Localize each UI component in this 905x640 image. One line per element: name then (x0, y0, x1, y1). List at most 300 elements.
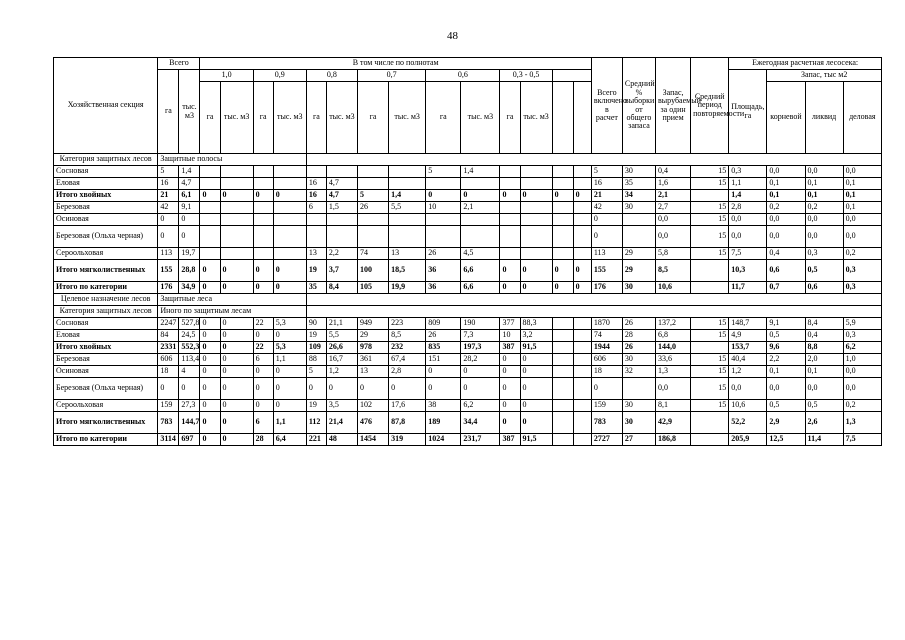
table-cell: 15 (691, 248, 729, 260)
table-row (54, 434, 882, 446)
table-cell: 190 (461, 318, 500, 330)
header-density-0-7: 0,7 (357, 70, 425, 82)
table-cell (520, 214, 552, 226)
table-cell: 0 (273, 366, 306, 378)
header-m3: тыс. м3 (326, 82, 357, 154)
table-cell: 0 (253, 260, 273, 282)
table-cell: 0 (158, 214, 179, 226)
table-cell: 36 (426, 260, 461, 282)
table-cell: 0 (306, 378, 326, 400)
row-name: Итого мягколиственных (54, 412, 158, 434)
table-body (54, 154, 882, 446)
table-cell (273, 202, 306, 214)
table-cell: 5,8 (656, 248, 691, 260)
table-cell: 2247 (158, 318, 179, 330)
table-cell: 0 (220, 378, 253, 400)
table-cell (552, 412, 573, 434)
table-cell: 2,8 (389, 366, 426, 378)
table-cell: 30 (622, 282, 655, 294)
table-cell (573, 400, 591, 412)
table-cell (573, 214, 591, 226)
table-cell (461, 214, 500, 226)
header-density-0-6: 0,6 (426, 70, 500, 82)
table-cell: 3,2 (520, 330, 552, 342)
table-cell: 24,5 (179, 330, 200, 342)
table-cell (520, 248, 552, 260)
table-cell (573, 166, 591, 178)
table-row (54, 226, 882, 248)
table-cell: 15 (691, 166, 729, 178)
table-cell: 13 (306, 248, 326, 260)
table-cell: 0,1 (805, 190, 843, 202)
table-cell: 15 (691, 178, 729, 190)
table-cell (389, 214, 426, 226)
table-row (54, 202, 882, 214)
table-cell: 0 (552, 282, 573, 294)
table-cell: 0,0 (767, 214, 805, 226)
table-cell (220, 166, 253, 178)
table-cell: 19 (306, 260, 326, 282)
table-cell: 5,3 (273, 318, 306, 330)
table-cell: 2331 (158, 342, 179, 354)
table-row (54, 366, 882, 378)
table-cell (200, 202, 220, 214)
table-cell: 0 (220, 400, 253, 412)
table-cell: 189 (426, 412, 461, 434)
table-cell (552, 342, 573, 354)
table-cell: 0 (200, 378, 220, 400)
header-stock-th: Запас, тыс м2 (767, 70, 882, 82)
table-cell (552, 366, 573, 378)
table-cell (573, 318, 591, 330)
section-label-row (54, 294, 882, 306)
table-cell: 113,4 (179, 354, 200, 366)
table-row (54, 330, 882, 342)
table-cell (200, 214, 220, 226)
table-cell: 1,1 (273, 412, 306, 434)
table-cell: 0,1 (767, 366, 805, 378)
header-business: деловая (843, 82, 881, 154)
table-cell: 0 (273, 282, 306, 294)
table-cell: 7,5 (729, 248, 767, 260)
table-cell: 0,0 (843, 166, 881, 178)
table-cell: 19 (306, 400, 326, 412)
row-name: Еловая (54, 178, 158, 190)
table-cell (500, 214, 520, 226)
table-cell: 783 (158, 412, 179, 434)
table-cell (220, 248, 253, 260)
table-cell (573, 330, 591, 342)
table-cell: 6,8 (656, 330, 691, 342)
table-cell: 2,0 (805, 354, 843, 366)
table-cell: 21 (591, 190, 622, 202)
table-cell: 783 (591, 412, 622, 434)
table-cell (306, 226, 326, 248)
table-cell (426, 178, 461, 190)
table-cell: 33,6 (656, 354, 691, 366)
table-cell (520, 226, 552, 248)
table-cell: 0 (200, 282, 220, 294)
table-cell: 0 (179, 214, 200, 226)
table-cell: 0 (500, 260, 520, 282)
table-cell: 19,9 (389, 282, 426, 294)
table-cell: 10,6 (729, 400, 767, 412)
table-cell: 176 (591, 282, 622, 294)
row-name: Сосновая (54, 166, 158, 178)
header-m3: тыс. м3 (220, 82, 253, 154)
table-cell: 0,2 (843, 400, 881, 412)
table-cell: 15 (691, 214, 729, 226)
table-cell: 0 (273, 330, 306, 342)
table-cell: 0 (220, 434, 253, 446)
table-cell (200, 226, 220, 248)
table-cell: 1,4 (179, 166, 200, 178)
row-name: Итого хвойных (54, 342, 158, 354)
table-cell (500, 248, 520, 260)
section-value: Иного по защитным лесам (158, 306, 306, 318)
header-blank (552, 82, 573, 154)
table-cell: 1,4 (461, 166, 500, 178)
table-cell (691, 434, 729, 446)
table-cell: 48 (326, 434, 357, 446)
table-cell: 0 (200, 330, 220, 342)
table-cell (552, 214, 573, 226)
table-cell: 6,6 (461, 282, 500, 294)
table-cell: 0 (520, 190, 552, 202)
table-cell: 0 (179, 226, 200, 248)
table-cell (220, 226, 253, 248)
table-row (54, 260, 882, 282)
table-cell: 42 (158, 202, 179, 214)
table-cell: 19 (306, 330, 326, 342)
table-cell: 0 (500, 366, 520, 378)
table-cell: 8,1 (656, 400, 691, 412)
table-cell: 34,9 (179, 282, 200, 294)
header-avg-period: Средний период повторяемости (691, 58, 729, 154)
table-cell: 26 (622, 342, 655, 354)
table-cell (500, 178, 520, 190)
table-cell (573, 248, 591, 260)
table-cell (500, 226, 520, 248)
table-cell: 5 (426, 166, 461, 178)
table-cell: 0 (158, 226, 179, 248)
table-cell: 100 (357, 260, 388, 282)
table-cell (552, 202, 573, 214)
table-cell: 1,3 (843, 412, 881, 434)
table-cell: 30 (622, 202, 655, 214)
table-cell: 0 (273, 400, 306, 412)
table-cell (552, 166, 573, 178)
table-cell: 8,8 (805, 342, 843, 354)
table-cell: 0,5 (805, 260, 843, 282)
table-cell: 1,6 (656, 178, 691, 190)
header-blank (573, 82, 591, 154)
table-cell: 21,4 (326, 412, 357, 434)
table-cell: 0,0 (843, 214, 881, 226)
table-cell: 0,0 (805, 214, 843, 226)
table-cell: 0 (500, 190, 520, 202)
table-cell: 0 (591, 226, 622, 248)
table-cell: 2727 (591, 434, 622, 446)
table-cell: 10,6 (656, 282, 691, 294)
row-name: Березовая (54, 354, 158, 366)
header-m3: тыс. м3 (461, 82, 500, 154)
table-cell: 0,0 (767, 166, 805, 178)
table-cell (691, 412, 729, 434)
table-cell: 0,0 (843, 366, 881, 378)
table-cell: 0 (520, 412, 552, 434)
table-cell: 809 (426, 318, 461, 330)
table-cell: 0,2 (843, 248, 881, 260)
table-row (54, 178, 882, 190)
table-row (54, 318, 882, 330)
table-cell: 0 (200, 190, 220, 202)
table-cell: 1,4 (729, 190, 767, 202)
table-cell: 151 (426, 354, 461, 366)
table-cell: 21 (158, 190, 179, 202)
table-cell: 1870 (591, 318, 622, 330)
table-cell: 109 (306, 342, 326, 354)
header-liquid: ликвид (805, 82, 843, 154)
table-cell: 552,3 (179, 342, 200, 354)
table-row (54, 400, 882, 412)
table-cell (573, 226, 591, 248)
table-cell (461, 178, 500, 190)
table-cell: 32 (622, 366, 655, 378)
table-cell: 0,7 (767, 282, 805, 294)
table-cell: 0 (220, 190, 253, 202)
table-cell (622, 226, 655, 248)
section-label: Категория защитных лесов (54, 154, 158, 166)
table-cell: 223 (389, 318, 426, 330)
table-cell: 0 (253, 400, 273, 412)
table-cell: 0,3 (843, 330, 881, 342)
table-cell: 0,1 (805, 178, 843, 190)
table-cell: 16 (306, 178, 326, 190)
table-cell: 0,6 (805, 282, 843, 294)
table-cell: 0,0 (767, 378, 805, 400)
table-cell: 0,4 (656, 166, 691, 178)
table-cell: 6,1 (179, 190, 200, 202)
table-cell: 3,7 (326, 260, 357, 282)
table-cell (552, 400, 573, 412)
table-cell: 0,5 (767, 330, 805, 342)
table-cell: 0,0 (729, 226, 767, 248)
section-blank (306, 294, 881, 306)
table-cell: 0 (273, 260, 306, 282)
table-row (54, 248, 882, 260)
table-cell (389, 226, 426, 248)
table-cell: 5,9 (843, 318, 881, 330)
table-cell: 361 (357, 354, 388, 366)
table-cell (220, 214, 253, 226)
table-cell: 377 (500, 318, 520, 330)
table-cell: 1024 (426, 434, 461, 446)
table-cell (326, 214, 357, 226)
table-cell: 26,6 (326, 342, 357, 354)
row-name: Сосновая (54, 318, 158, 330)
table-row (54, 342, 882, 354)
table-cell: 35 (622, 178, 655, 190)
table-cell (389, 178, 426, 190)
table-cell: 84 (158, 330, 179, 342)
table-cell (357, 226, 388, 248)
section-value: Защитные леса (158, 294, 306, 306)
table-cell: 0 (500, 378, 520, 400)
table-cell: 0 (220, 318, 253, 330)
table-cell: 26 (426, 248, 461, 260)
table-cell: 0,0 (843, 378, 881, 400)
table-cell (200, 248, 220, 260)
table-cell: 26 (622, 318, 655, 330)
table-cell: 91,5 (520, 342, 552, 354)
table-cell (273, 226, 306, 248)
row-name: Итого хвойных (54, 190, 158, 202)
table-cell: 0,0 (656, 226, 691, 248)
table-cell (573, 378, 591, 400)
row-name: Березовая (Ольха черная) (54, 378, 158, 400)
table-cell: 0 (520, 366, 552, 378)
table-cell: 0,0 (656, 214, 691, 226)
table-cell (306, 166, 326, 178)
table-cell: 0 (520, 378, 552, 400)
row-name: Березовая (Ольха черная) (54, 226, 158, 248)
table-cell: 27 (622, 434, 655, 446)
table-cell: 1,3 (656, 366, 691, 378)
table-cell: 0 (461, 190, 500, 202)
table-cell: 949 (357, 318, 388, 330)
table-cell: 0,0 (805, 378, 843, 400)
table-cell (253, 226, 273, 248)
table-cell: 387 (500, 342, 520, 354)
table-cell: 27,3 (179, 400, 200, 412)
table-cell (520, 178, 552, 190)
header-ha: га (306, 82, 326, 154)
table-cell: 0 (253, 190, 273, 202)
table-cell: 0,2 (805, 202, 843, 214)
table-cell: 1454 (357, 434, 388, 446)
table-cell: 144,7 (179, 412, 200, 434)
table-cell: 102 (357, 400, 388, 412)
table-cell: 30 (622, 354, 655, 366)
table-cell: 0 (253, 378, 273, 400)
table-cell: 5,5 (326, 330, 357, 342)
table-cell: 1,5 (326, 202, 357, 214)
table-cell: 113 (158, 248, 179, 260)
table-cell: 0 (500, 412, 520, 434)
table-cell: 0,3 (729, 166, 767, 178)
table-cell (253, 214, 273, 226)
header-avg-pct: Средний % выборки от общего запаса (622, 58, 655, 154)
table-cell: 4,9 (729, 330, 767, 342)
table-cell: 0 (500, 400, 520, 412)
table-cell: 0,5 (767, 400, 805, 412)
row-name: Итого мягколиственных (54, 260, 158, 282)
table-cell (200, 166, 220, 178)
table-cell (573, 366, 591, 378)
table-cell: 5 (158, 166, 179, 178)
table-row (54, 214, 882, 226)
row-name: Березовая (54, 202, 158, 214)
table-cell (306, 214, 326, 226)
table-cell: 112 (306, 412, 326, 434)
header-by-density: В том числе по полнотам (200, 58, 591, 70)
header-total-ha: га (158, 70, 179, 154)
table-cell: 221 (306, 434, 326, 446)
table-cell: 1,2 (326, 366, 357, 378)
header-density-0-9: 0,9 (253, 70, 306, 82)
table-cell: 176 (158, 282, 179, 294)
table-cell: 22 (253, 342, 273, 354)
table-cell: 21,1 (326, 318, 357, 330)
row-name: Итого по категории (54, 282, 158, 294)
table-cell (200, 178, 220, 190)
table-cell: 0 (520, 400, 552, 412)
table-cell: 0 (520, 354, 552, 366)
table-cell: 18 (158, 366, 179, 378)
header-density-blank (552, 70, 591, 82)
table-cell (691, 282, 729, 294)
table-cell: 9,6 (767, 342, 805, 354)
table-cell: 0,3 (843, 282, 881, 294)
table-cell: 16 (158, 178, 179, 190)
table-cell: 319 (389, 434, 426, 446)
table-cell (326, 166, 357, 178)
table-cell (573, 354, 591, 366)
table-cell: 0,4 (767, 248, 805, 260)
table-cell: 4,7 (326, 178, 357, 190)
table-row (54, 378, 882, 400)
table-cell: 26 (426, 330, 461, 342)
table-cell: 5,3 (273, 342, 306, 354)
table-cell: 6 (253, 354, 273, 366)
table-cell (520, 166, 552, 178)
table-cell: 105 (357, 282, 388, 294)
header-ha: га (500, 82, 520, 154)
table-cell: 0 (253, 282, 273, 294)
table-cell: 8,4 (326, 282, 357, 294)
table-cell: 0 (200, 342, 220, 354)
table-cell: 6,2 (843, 342, 881, 354)
table-cell: 15 (691, 378, 729, 400)
table-row (54, 190, 882, 202)
table-cell (357, 178, 388, 190)
table-cell (426, 226, 461, 248)
table-cell (520, 202, 552, 214)
table-cell: 205,9 (729, 434, 767, 446)
table-cell: 36 (426, 282, 461, 294)
table-cell: 159 (591, 400, 622, 412)
table-cell (573, 342, 591, 354)
table-cell: 8,5 (656, 260, 691, 282)
table-cell (573, 178, 591, 190)
header-m3: тыс. м3 (520, 82, 552, 154)
table-cell (253, 202, 273, 214)
table-cell: 9,1 (767, 318, 805, 330)
table-cell: 1944 (591, 342, 622, 354)
section-label-row (54, 306, 882, 318)
table-cell: 0 (326, 378, 357, 400)
table-cell: 0,0 (656, 378, 691, 400)
table-cell: 0 (552, 190, 573, 202)
row-name: Осиновая (54, 366, 158, 378)
table-cell: 0 (220, 330, 253, 342)
table-cell (691, 342, 729, 354)
table-cell: 15 (691, 330, 729, 342)
header-density-0-8: 0,8 (306, 70, 357, 82)
section-label: Целевое назначение лесов (54, 294, 158, 306)
table-cell: 4,5 (461, 248, 500, 260)
